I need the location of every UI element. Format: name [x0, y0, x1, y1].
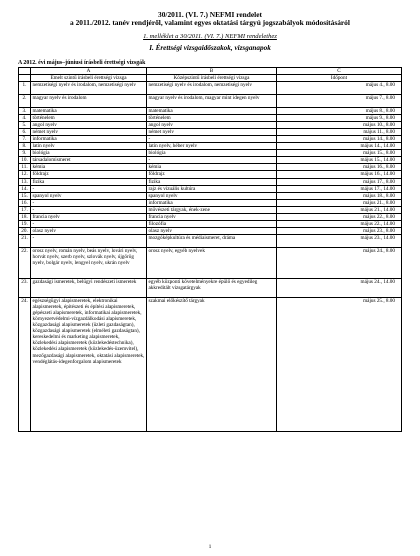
exam-datetime: május 23., 14.00 — [277, 235, 402, 248]
exam-datetime: május 17., 14.00 — [277, 185, 402, 192]
intermediate-subject: fizika — [147, 178, 277, 185]
advanced-subject: biológia — [31, 150, 147, 157]
exam-datetime: május 17., 8.00 — [277, 178, 402, 185]
document-title: 30/2011. (VI. 7.) NEFMI rendelet — [158, 10, 262, 19]
intermediate-subject: német nyelv — [147, 128, 277, 135]
advanced-subject: orosz nyelv, román nyelv, beás nyelv, lovári nyelv, horvát nyelv, szerb nyelv, szlovák nyelv, újgörög nyelv, bolgár nyelv, lengyel nyelv, ukrán nyelv — [31, 247, 147, 278]
table-row — [19, 235, 402, 248]
row-number: 4. — [19, 114, 31, 121]
exam-datetime: május 21., 14.00 — [277, 206, 402, 213]
col-letter-b: B — [147, 68, 277, 75]
exam-datetime: május 8., 8.00 — [277, 107, 402, 114]
intermediate-subject: kémia — [147, 164, 277, 171]
advanced-subject: történelem — [31, 114, 147, 121]
intermediate-subject: olasz nyelv — [147, 228, 277, 235]
advanced-subject: német nyelv — [31, 128, 147, 135]
row-number: 15. — [19, 192, 31, 199]
advanced-subject: - — [31, 221, 147, 228]
table-row — [19, 278, 402, 297]
table-row — [19, 94, 402, 107]
exam-schedule-table — [18, 67, 402, 432]
advanced-subject: - — [31, 199, 147, 206]
row-number: 24. — [19, 297, 31, 432]
advanced-subject: informatika — [31, 135, 147, 142]
column-letter-row — [19, 68, 402, 75]
exam-datetime: május 21., 8.00 — [277, 199, 402, 206]
intermediate-subject: filozófia — [147, 221, 277, 228]
row-number: 18. — [19, 213, 31, 220]
advanced-subject: angol nyelv — [31, 121, 147, 128]
page-number: 1 — [208, 544, 212, 550]
document-subtitle: a 2011./2012. tanév rendjéről, valamint egyes oktatási tárgyú jogszabályok módosításáról — [70, 18, 350, 27]
advanced-subject: fizika — [31, 178, 147, 185]
advanced-subject: olasz nyelv — [31, 228, 147, 235]
intermediate-subject: történelem — [147, 114, 277, 121]
row-number: 1. — [19, 82, 31, 95]
intermediate-subject: matematika — [147, 107, 277, 114]
exam-datetime: május 22., 8.00 — [277, 213, 402, 220]
col-letter-a: A — [31, 68, 147, 75]
header-advanced-level: Emelt szintű írásbeli érettségi vizsga — [31, 75, 147, 82]
header-date-time: Időpont — [277, 75, 402, 82]
exam-datetime: május 4., 8.00 — [277, 82, 402, 95]
header-num-cell — [19, 75, 31, 82]
table-row — [19, 185, 402, 192]
exam-datetime: május 14., 8.00 — [277, 135, 402, 142]
exam-datetime: május 15., 14.00 — [277, 157, 402, 164]
intermediate-subject: nemzetiségi nyelv és irodalom, nemzetiségi nyelv — [147, 82, 277, 95]
advanced-subject: földrajz — [31, 171, 147, 178]
header-intermediate-level: Középszintű írásbeli érettségi vizsga — [147, 75, 277, 82]
row-number: 14. — [19, 185, 31, 192]
advanced-subject: - — [31, 185, 147, 192]
col-letter-c: C — [277, 68, 402, 75]
intermediate-subject: informatika — [147, 199, 277, 206]
exam-datetime: május 24., 14.00 — [277, 278, 402, 297]
row-number: 17. — [19, 206, 31, 213]
intermediate-subject: spanyol nyelv — [147, 192, 277, 199]
row-number: 7. — [19, 135, 31, 142]
advanced-subject: - — [31, 235, 147, 248]
exam-datetime: május 16., 8.00 — [277, 164, 402, 171]
intermediate-subject: mozgóképkultúra és médiaismeret, dráma — [147, 235, 277, 248]
table-row — [19, 82, 402, 95]
row-number: 6. — [19, 128, 31, 135]
advanced-subject: spanyol nyelv — [31, 192, 147, 199]
table-row — [19, 228, 402, 235]
table-row — [19, 164, 402, 171]
exam-datetime: május 10., 8.00 — [277, 121, 402, 128]
exam-datetime: május 25., 8.00 — [277, 297, 402, 432]
exam-datetime: május 22., 14.00 — [277, 221, 402, 228]
annex-reference: 1. melléklet a 30/2011. (VI. 7.) NEFMI rendelethez — [143, 33, 277, 40]
row-number: 23. — [19, 278, 31, 297]
exam-datetime: május 24., 8.00 — [277, 247, 402, 278]
table-row — [19, 121, 402, 128]
table-row — [19, 221, 402, 228]
table-row — [19, 213, 402, 220]
row-number: 10. — [19, 157, 31, 164]
exam-datetime: május 18., 8.00 — [277, 192, 402, 199]
table-row — [19, 157, 402, 164]
chapter-title: I. Érettségi vizsgaidőszakok, vizsganapok — [149, 44, 271, 52]
advanced-subject: latin nyelv — [31, 143, 147, 150]
table-row — [19, 107, 402, 114]
exam-datetime: május 11., 8.00 — [277, 128, 402, 135]
row-number: 21. — [19, 235, 31, 248]
table-row — [19, 171, 402, 178]
table-row — [19, 135, 402, 142]
table-row — [19, 192, 402, 199]
intermediate-subject: művészeti tárgyak, ének-zene — [147, 206, 277, 213]
advanced-subject: magyar nyelv és irodalom — [31, 94, 147, 107]
column-header-row — [19, 75, 402, 82]
row-number: 2. — [19, 94, 31, 107]
row-number: 22. — [19, 247, 31, 278]
exam-datetime: május 23., 8.00 — [277, 228, 402, 235]
table-row — [19, 150, 402, 157]
row-number: 8. — [19, 143, 31, 150]
table-row — [19, 178, 402, 185]
intermediate-subject: biológia — [147, 150, 277, 157]
advanced-subject: kémia — [31, 164, 147, 171]
intermediate-subject: rajz és vizuális kultúra — [147, 185, 277, 192]
intermediate-subject: szakmai előkészítő tárgyak — [147, 297, 277, 432]
exam-datetime: május 9., 8.00 — [277, 114, 402, 121]
table-row — [19, 206, 402, 213]
table-row — [19, 114, 402, 121]
intermediate-subject: egyéb központi követelményekre épülő és egyedileg akkreditált vizsgatárgyak — [147, 278, 277, 297]
intermediate-subject: latin nyelv, héber nyelv — [147, 143, 277, 150]
intermediate-subject: magyar nyelv és irodalom, magyar mint idegen nyelv — [147, 94, 277, 107]
advanced-subject: nemzetiségi nyelv és irodalom, nemzetiségi nyelv — [31, 82, 147, 95]
table-row — [19, 199, 402, 206]
section-title: A 2012. évi május–júniusi írásbeli érettségi vizsgák — [18, 60, 146, 66]
row-number: 9. — [19, 150, 31, 157]
advanced-subject: egészségügyi alapismeretek, elektronikai alapismeretek, építészeti és építési alapismeretek, gépészeti alapismeretek, informatikai alapismeretek, környezetvédelmi-vízgazdálkodási alapismeretek, közgazdasági alapismeretek (üzleti gazdaságtan), közgazdasági alapismeretek (elméleti gazdaságtan), kereskedelmi és marketing alapismeretek, közlekedési alapismeretek (közlekedéstechnika), közlekedési alapismeretek (közlekedés-üzemvitel), mezőgazdasági alapismeretek, oktatási alapismeretek, vendéglátás-idegenforgalom alapismeretek — [31, 297, 147, 432]
row-number: 13. — [19, 178, 31, 185]
intermediate-subject: - — [147, 157, 277, 164]
advanced-subject: gazdasági ismeretek, belügyi rendészeti ismeretek — [31, 278, 147, 297]
advanced-subject: társadalomismeret — [31, 157, 147, 164]
advanced-subject: francia nyelv — [31, 213, 147, 220]
row-number: 11. — [19, 164, 31, 171]
exam-datetime: május 7., 8.00 — [277, 94, 402, 107]
table-row — [19, 128, 402, 135]
advanced-subject: - — [31, 206, 147, 213]
exam-datetime: május 14., 14.00 — [277, 143, 402, 150]
intermediate-subject: francia nyelv — [147, 213, 277, 220]
row-number: 12. — [19, 171, 31, 178]
advanced-subject: matematika — [31, 107, 147, 114]
exam-datetime: május 15., 8.00 — [277, 150, 402, 157]
intermediate-subject: angol nyelv — [147, 121, 277, 128]
row-number: 16. — [19, 199, 31, 206]
row-number: 3. — [19, 107, 31, 114]
exam-datetime: május 16., 14.00 — [277, 171, 402, 178]
corner-cell — [19, 68, 31, 75]
row-number: 20. — [19, 228, 31, 235]
row-number: 5. — [19, 121, 31, 128]
intermediate-subject: orosz nyelv, egyéb nyelvek — [147, 247, 277, 278]
table-row — [19, 143, 402, 150]
intermediate-subject: - — [147, 135, 277, 142]
intermediate-subject: földrajz — [147, 171, 277, 178]
table-row — [19, 297, 402, 432]
row-number: 19. — [19, 221, 31, 228]
table-row — [19, 247, 402, 278]
